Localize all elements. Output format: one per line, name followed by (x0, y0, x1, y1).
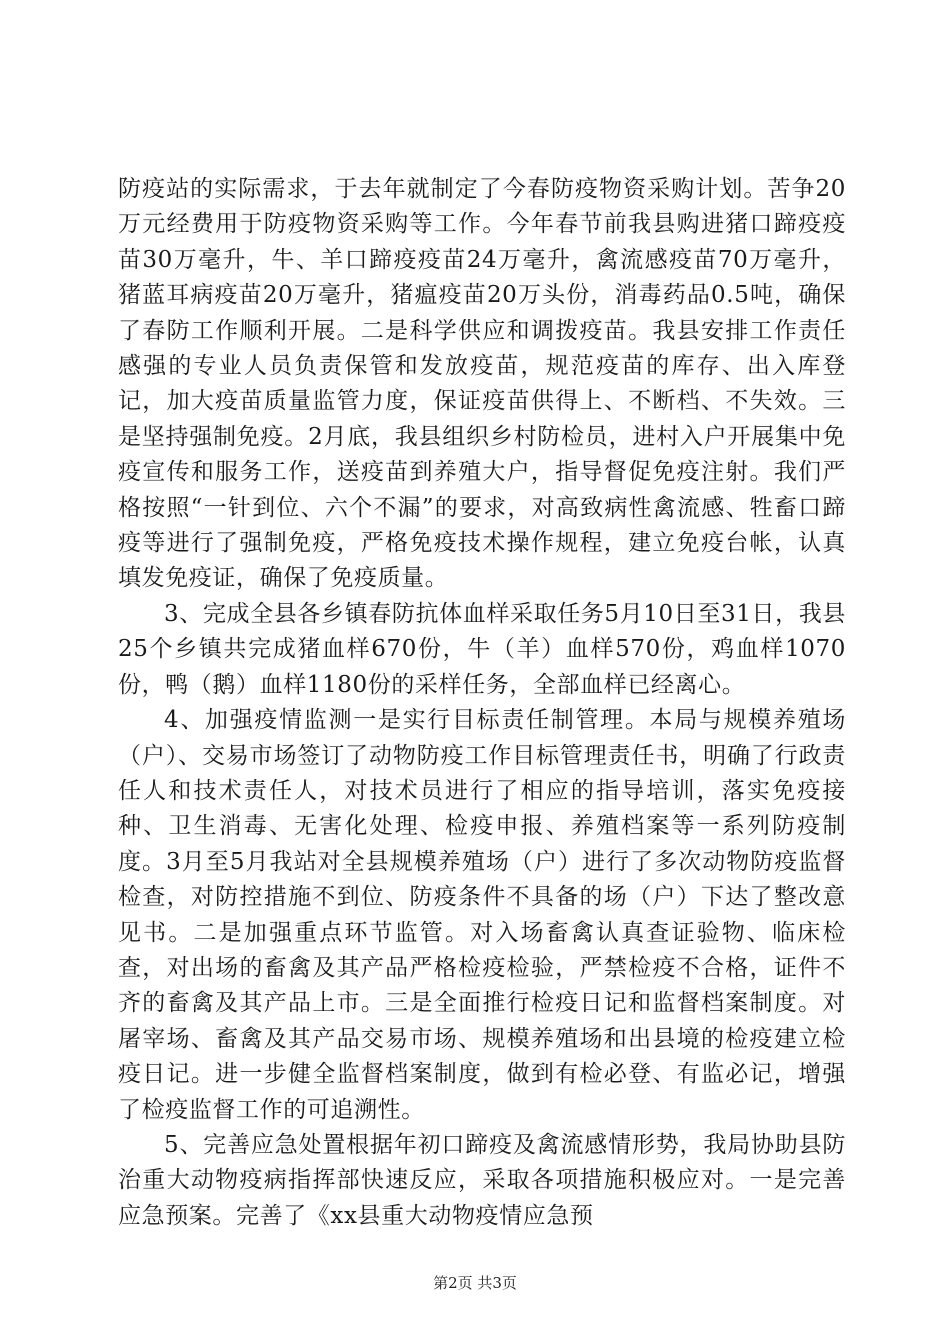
document-body (118, 172, 846, 1234)
paragraph-1: 防疫站的实际需求，于去年就制定了今春防疫物资采购计划。苦争20万元经费用于防疫物资采购等工作。今年春节前我县购进猪口蹄疫疫苗30万毫升，牛、羊口蹄疫疫苗24万毫升，禽流感疫苗70万毫升，猪蓝耳病疫苗20万毫升，猪瘟疫苗20万头份，消毒药品0.5吨，确保了春防工作顺利开展。二是科学供应和调拨疫苗。我县安排工作责任感强的专业人员负责保管和发放疫苗，规范疫苗的库存、出入库登记，加大疫苗质量监管力度，保证疫苗供得上、不断档、不失效。三是坚持强制免疫。2月底，我县组织乡村防检员，进村入户开展集中免疫宣传和服务工作，送疫苗到养殖大户，指导督促免疫注射。我们严格按照“一针到位、六个不漏”的要求，对高致病性禽流感、牲畜口蹄疫等进行了强制免疫，严格免疫技术操作规程，建立免疫台帐，认真填发免疫证，确保了免疫质量。 (118, 176, 846, 592)
paragraph-3: 4、加强疫情监测一是实行目标责任制管理。本局与规模养殖场（户）、交易市场签订了动物防疫工作目标管理责任书，明确了行政责任人和技术责任人，对技术员进行了相应的指导培训，落实免疫接种、卫生消毒、无害化处理、检疫申报、养殖档案等一系列防疫制度。3月至5月我站对全县规模养殖场（户）进行了多次动物防疫监督检查，对防控措施不到位、防疫条件不具备的场（户）下达了整改意见书。二是加强重点环节监管。对入场畜禽认真查证验物、临床检查，对出场的畜禽及其产品严格检疫检验，严禁检疫不合格，证件不齐的畜禽及其产品上市。三是全面推行检疫日记和监督档案制度。对屠宰场、畜禽及其产品交易市场、规模养殖场和出县境的检疫建立检疫日记。进一步健全监督档案制度，做到有检必登、有监必记，增强了检疫监督工作的可追溯性。 (118, 707, 846, 1123)
paragraph-4: 5、完善应急处置根据年初口蹄疫及禽流感情形势，我局协助县防治重大动物疫病指挥部快速反应，采取各项措施积极应对。一是完善应急预案。完善了《xx县重大动物疫情应急预 (118, 1131, 846, 1229)
paragraph-2: 3、完成全县各乡镇春防抗体血样采取任务5月10日至31日，我县25个乡镇共完成猪血样670份，牛（羊）血样570份，鸡血样1070份，鸭（鹅）血样1180份的采样任务，全部血样已经离心。 (118, 600, 846, 698)
page-number-footer: 第2页 共3页 (433, 1274, 517, 1292)
